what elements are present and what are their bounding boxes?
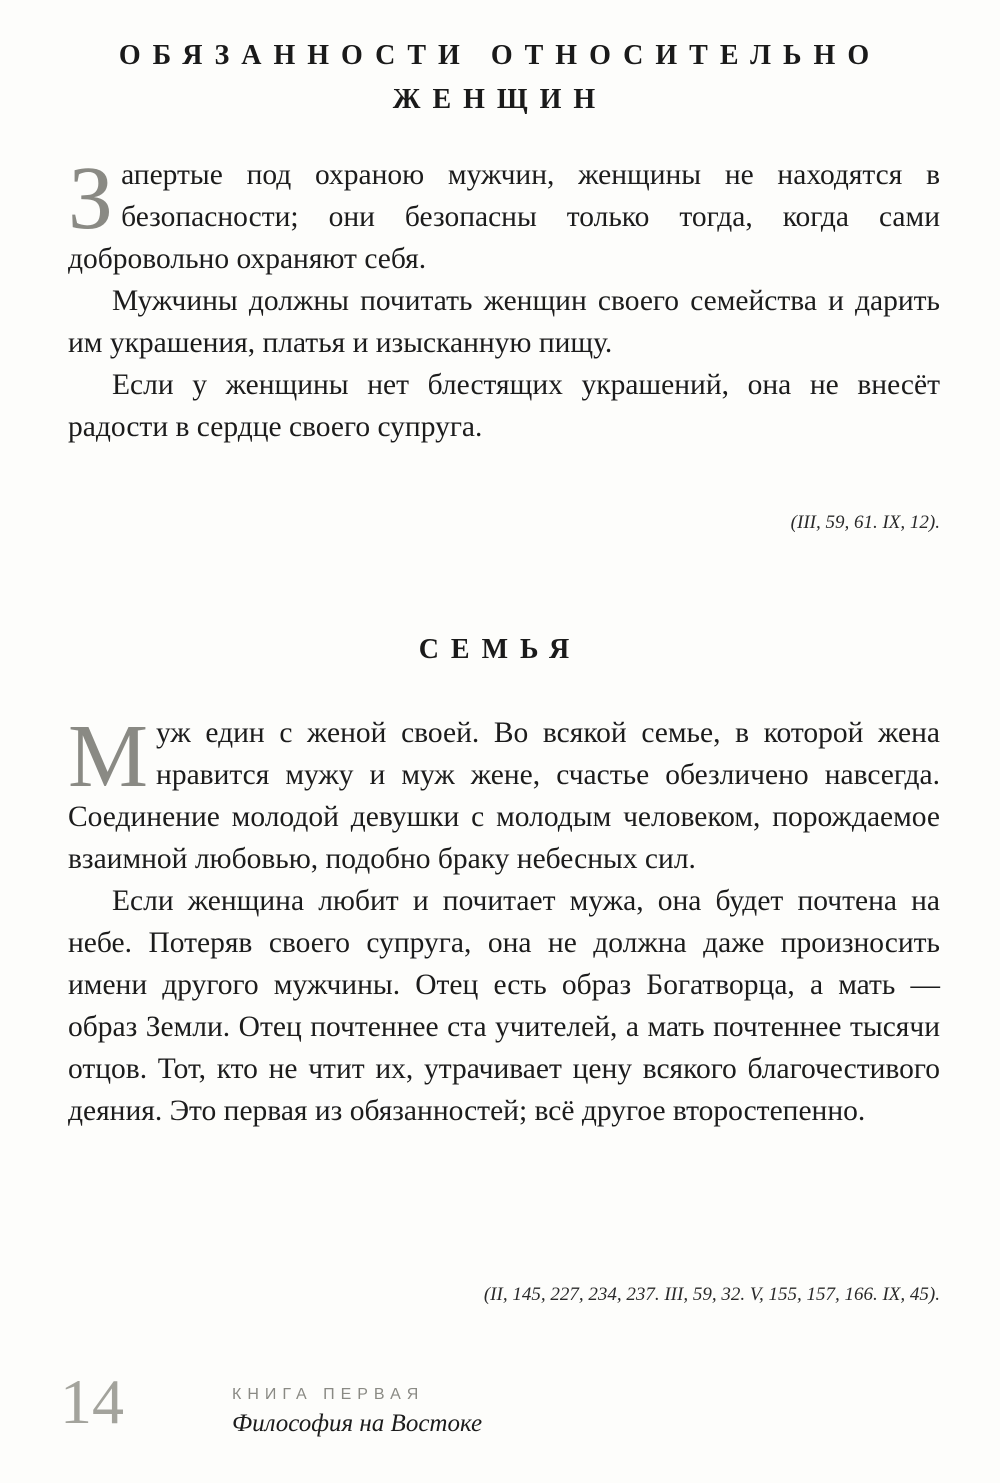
paragraph: Мужчины должны почитать женщин своего семейства и дарить им украшения, платья и изысканную пищу. xyxy=(68,285,940,359)
section-title-duties-women xyxy=(0,34,1000,122)
drop-cap: З xyxy=(68,149,114,248)
paragraph xyxy=(68,707,940,880)
paragraph xyxy=(68,149,940,280)
paragraph: Если женщина любит и почитает мужа, она будет почтена на небе. Потеряв своего супруга, она не должна даже произносить имени другого мужчины. Отец есть образ Богатворца, а мать — образ Земли. Отец почтеннее ста учителей, а мать почтеннее тысячи отцов. Тот, кто не чтит их, утрачивает цену всякого благочестивого деяния. Это первая из обязанностей; всё другое второстепенно. xyxy=(68,885,940,1127)
page-number: 14 xyxy=(60,1366,124,1437)
section-title-family: СЕМЬЯ xyxy=(418,634,582,665)
drop-cap: М xyxy=(68,707,149,806)
section-body-family xyxy=(68,707,940,1132)
paragraph: Если у женщины нет блестящих украшений, она не внесёт радости в сердце своего супруга. xyxy=(68,369,940,443)
running-footer-book: КНИГА ПЕРВАЯ xyxy=(232,1386,425,1403)
section-body-duties-women xyxy=(68,149,940,448)
source-reference: (II, 145, 227, 234, 237. III, 59, 32. V, 155, 157, 166. IX, 45). xyxy=(483,1284,940,1305)
paragraph-text: апертые под охраною мужчин, женщины не находятся в безопасности; они безопасны только тогда, когда сами добровольно охраняют себя. xyxy=(68,159,940,275)
paragraph-text: уж един с женой своей. Во всякой семье, в которой жена нравится мужу и муж жене, счастье обезличено навсегда. Соединение молодой девушки с молодым человеком, порождаемое взаимной любовью, подобно браку небесных сил. xyxy=(68,717,940,875)
source-reference: (III, 59, 61. IX, 12). xyxy=(790,512,940,533)
section-title-line1: ОБЯЗАННОСТИ ОТНОСИТЕЛЬНО xyxy=(118,40,882,71)
section-title-line2: ЖЕНЩИН xyxy=(392,84,608,115)
running-footer-title: Философия на Востоке xyxy=(232,1410,483,1437)
